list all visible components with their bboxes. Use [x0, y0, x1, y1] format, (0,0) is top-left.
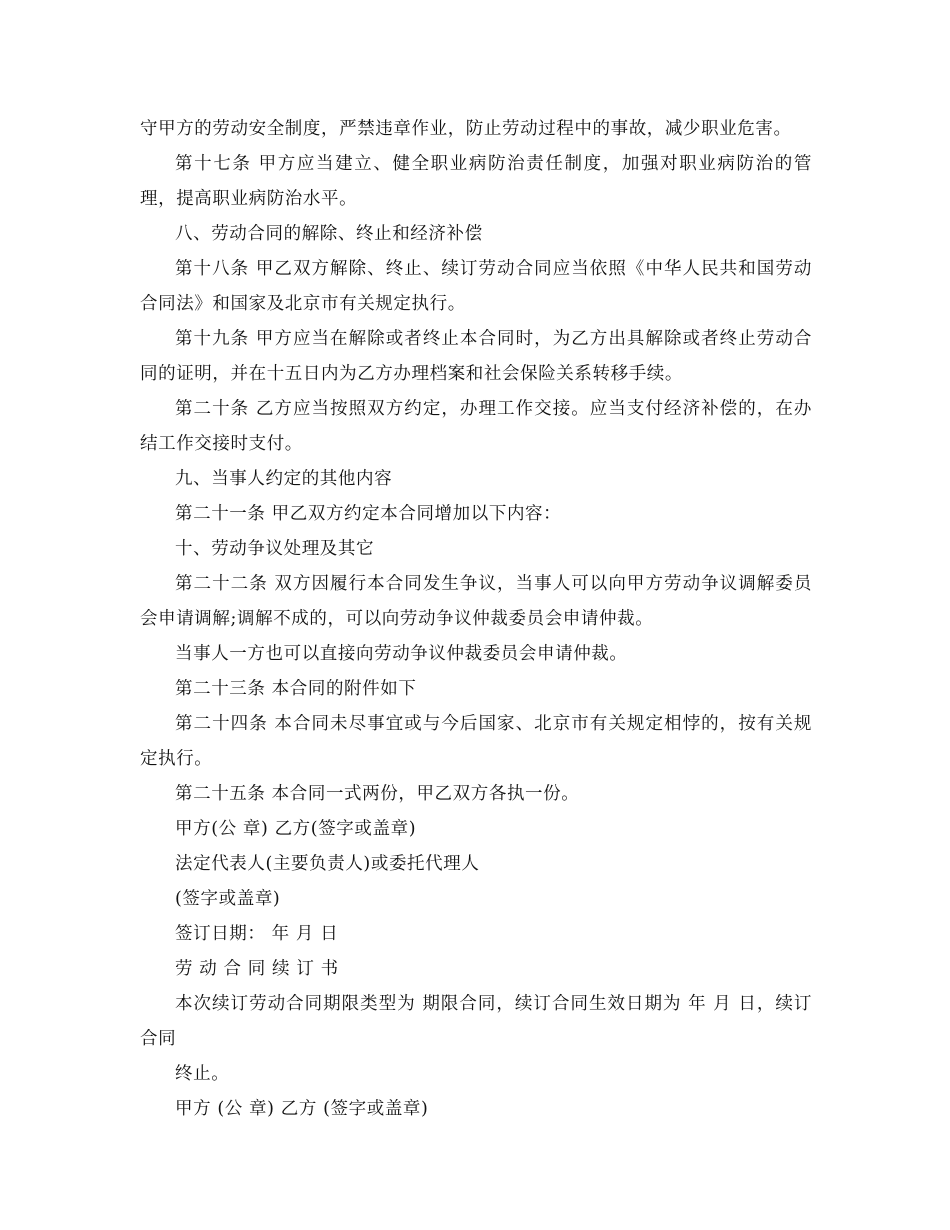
legal-representative: 法定代表人(主要负责人)或委托代理人 [175, 854, 480, 874]
article-18: 第十八条 甲乙双方解除、终止、续订劳动合同应当依照《中华人民共和国劳动合同法》和国家及北京市有关规定执行。 [140, 259, 812, 314]
section-heading-9: 九、当事人约定的其他内容 [175, 469, 393, 489]
article-25: 第二十五条 本合同一式两份，甲乙双方各执一份。 [175, 784, 580, 804]
signature-parties: 甲方(公 章) 乙方(签字或盖章) [175, 819, 417, 839]
signing-date: 签订日期： 年 月 日 [175, 924, 339, 944]
section-heading-8: 八、劳动合同的解除、终止和经济补偿 [175, 224, 483, 244]
article-22: 第二十二条 双方因履行本合同发生争议，当事人可以向甲方劳动争议调解委员会申请调解;调解不成的，可以向劳动争议仲裁委员会申请仲裁。 [140, 574, 812, 629]
renewal-signature-parties: 甲方 (公 章) 乙方 (签字或盖章) [175, 1099, 429, 1119]
section-heading-10: 十、劳动争议处理及其它 [175, 539, 375, 559]
arbitration-note: 当事人一方也可以直接向劳动争议仲裁委员会申请仲裁。 [175, 644, 628, 664]
renewal-title: 劳 动 合 同 续 订 书 [175, 959, 339, 979]
document-body [140, 112, 812, 1127]
article-23: 第二十三条 本合同的附件如下 [175, 679, 417, 699]
article-20: 第二十条 乙方应当按照双方约定，办理工作交接。应当支付经济补偿的，在办结工作交接时支付。 [140, 399, 812, 454]
signature-or-seal: (签字或盖章) [175, 889, 281, 909]
article-19: 第十九条 甲方应当在解除或者终止本合同时，为乙方出具解除或者终止劳动合同的证明，并在十五日内为乙方办理档案和社会保险关系转移手续。 [140, 329, 812, 384]
article-24: 第二十四条 本合同未尽事宜或与今后国家、北京市有关规定相悖的，按有关规定执行。 [140, 714, 812, 769]
renewal-termination: 终止。 [175, 1064, 230, 1084]
article-17: 第十七条 甲方应当建立、健全职业病防治责任制度，加强对职业病防治的管理，提高职业病防治水平。 [140, 154, 812, 209]
article-21: 第二十一条 甲乙双方约定本合同增加以下内容： [175, 504, 562, 524]
renewal-terms: 本次续订劳动合同期限类型为 期限合同，续订合同生效日期为 年 月 日，续订合同 [140, 994, 812, 1049]
paragraph-safety-continuation: 守甲方的劳动安全制度，严禁违章作业，防止劳动过程中的事故，减少职业危害。 [140, 119, 792, 139]
